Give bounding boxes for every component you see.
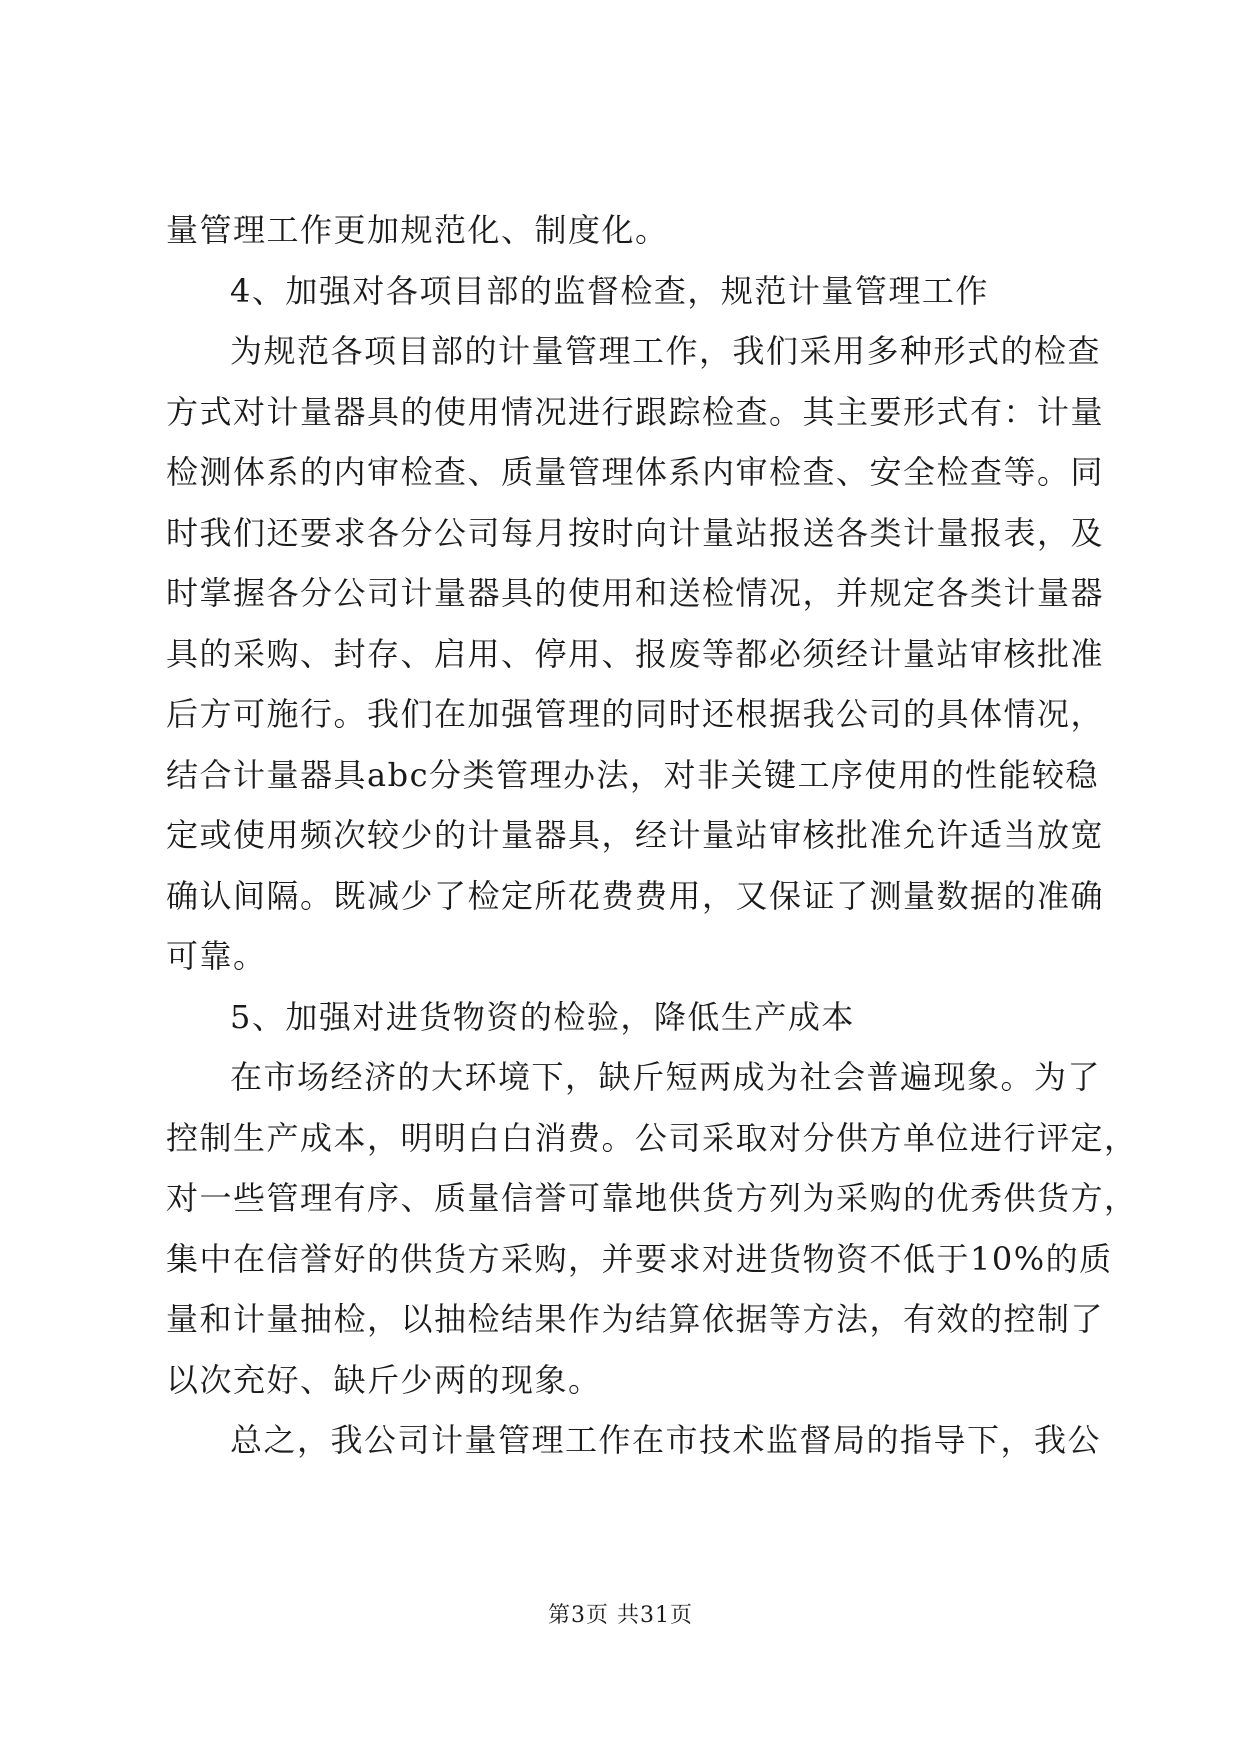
paragraph-line: 对一些管理有序、质量信誉可靠地供货方列为采购的优秀供货方， bbox=[166, 1179, 1138, 1217]
section-heading-4: 4、加强对各项目部的监督检查，规范计量管理工作 bbox=[230, 271, 989, 310]
paragraph-line: 可靠。 bbox=[166, 937, 267, 975]
paragraph-line: 检测体系的内审检查、质量管理体系内审检查、安全检查等。同 bbox=[166, 453, 1105, 491]
paragraph-line: 定或使用频次较少的计量器具，经计量站审核批准允许适当放宽 bbox=[166, 816, 1105, 854]
paragraph-line: 方式对计量器具的使用情况进行跟踪检查。其主要形式有：计量 bbox=[166, 392, 1105, 431]
paragraph-line: 结合计量器具abc分类管理办法，对非关键工序使用的性能较稳 bbox=[166, 755, 1099, 794]
paragraph-line: 时掌握各分公司计量器具的使用和送检情况，并规定各类计量器 bbox=[166, 574, 1105, 612]
paragraph-line: 确认间隔。既减少了检定所花费费用，又保证了测量数据的准确 bbox=[166, 876, 1105, 915]
paragraph-line: 量管理工作更加规范化、制度化。 bbox=[166, 211, 669, 249]
page-number-footer: 第3页 共31页 bbox=[548, 1603, 693, 1628]
paragraph-line: 为规范各项目部的计量管理工作，我们采用多种形式的检查 bbox=[230, 332, 1102, 370]
document-body bbox=[166, 200, 1138, 1471]
paragraph-line: 在市场经济的大环境下，缺斤短两成为社会普遍现象。为了 bbox=[230, 1058, 1102, 1096]
paragraph-line: 集中在信誉好的供货方采购，并要求对进货物资不低于10%的质 bbox=[166, 1239, 1113, 1278]
paragraph-line: 总之，我公司计量管理工作在市技术监督局的指导下，我公 bbox=[230, 1421, 1102, 1459]
paragraph-line: 量和计量抽检，以抽检结果作为结算依据等方法，有效的控制了 bbox=[166, 1300, 1105, 1338]
paragraph-line: 具的采购、封存、启用、停用、报废等都必须经计量站审核批准 bbox=[166, 634, 1105, 673]
paragraph-line: 时我们还要求各分公司每月按时向计量站报送各类计量报表，及 bbox=[166, 513, 1105, 552]
paragraph-line: 后方可施行。我们在加强管理的同时还根据我公司的具体情况， bbox=[166, 695, 1105, 733]
section-heading-5: 5、加强对进货物资的检验，降低生产成本 bbox=[230, 997, 855, 1036]
paragraph-line: 控制生产成本，明明白白消费。公司采取对分供方单位进行评定， bbox=[166, 1118, 1138, 1157]
paragraph-line: 以次充好、缺斤少两的现象。 bbox=[166, 1360, 602, 1399]
